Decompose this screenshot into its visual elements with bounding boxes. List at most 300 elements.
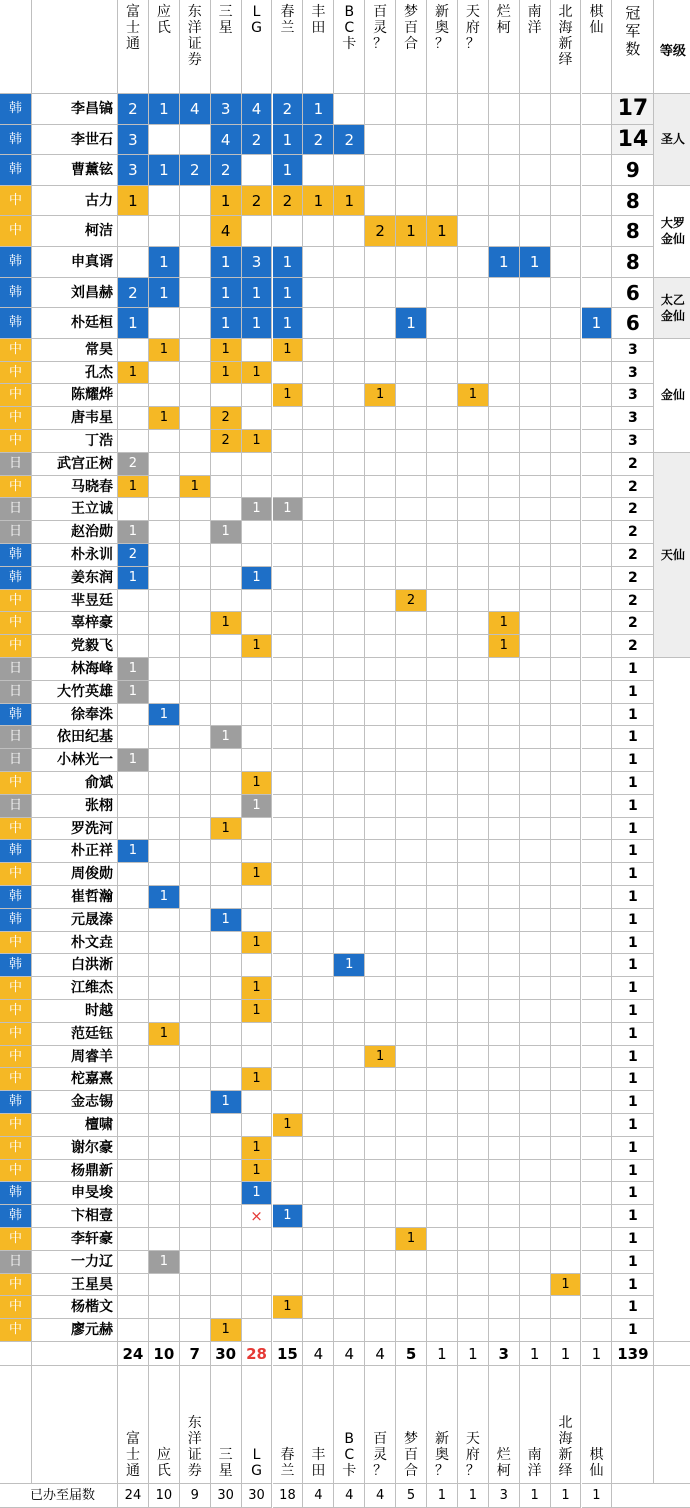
- held-count: 9: [180, 1484, 211, 1508]
- cup-cell: [211, 704, 242, 727]
- cup-cell: [520, 704, 551, 727]
- cup-cell: [180, 362, 211, 385]
- player-name: 辜梓豪: [32, 612, 118, 635]
- cup-cell: 1: [149, 886, 180, 909]
- cup-cell: [520, 544, 551, 567]
- total-cell: 1: [612, 1319, 654, 1342]
- cup-cell: [396, 1068, 427, 1091]
- column-total: 1: [458, 1342, 489, 1366]
- cup-cell: [334, 681, 365, 704]
- cup-cell: [303, 521, 334, 544]
- cup-cell: 1: [520, 247, 551, 278]
- cup-cell: [489, 384, 520, 407]
- cup-cell: [551, 94, 582, 125]
- cup-cell: [365, 954, 396, 977]
- cup-cell: [458, 1182, 489, 1205]
- cup-cell: [334, 1251, 365, 1274]
- cup-cell: [365, 818, 396, 841]
- cup-cell: [458, 1296, 489, 1319]
- footer-column-header: 天 府 ？: [458, 1366, 489, 1484]
- cup-cell: [365, 567, 396, 590]
- cup-cell: 1: [242, 1137, 273, 1160]
- column-total: 4: [365, 1342, 396, 1366]
- cup-cell: [303, 590, 334, 613]
- cup-cell: [458, 658, 489, 681]
- nation-cell: 中: [0, 407, 32, 430]
- cup-cell: [118, 1251, 149, 1274]
- held-count: 18: [273, 1484, 304, 1508]
- cup-cell: [303, 453, 334, 476]
- level-label: 大罗 金仙: [654, 186, 690, 278]
- cup-cell: [489, 1296, 520, 1319]
- column-header: 南 洋: [520, 0, 551, 94]
- cup-cell: [582, 278, 613, 309]
- cup-cell: [396, 498, 427, 521]
- cup-cell: [458, 125, 489, 156]
- cup-cell: 1: [273, 247, 304, 278]
- cup-cell: [242, 476, 273, 499]
- cup-cell: [211, 544, 242, 567]
- cup-cell: [489, 909, 520, 932]
- cup-cell: [273, 704, 304, 727]
- cup-cell: [273, 681, 304, 704]
- cup-cell: [489, 1091, 520, 1114]
- player-name: 俞斌: [32, 772, 118, 795]
- cup-cell: [334, 590, 365, 613]
- cup-cell: [365, 125, 396, 156]
- cup-cell: [427, 362, 458, 385]
- cup-cell: [427, 339, 458, 362]
- cup-cell: [149, 1137, 180, 1160]
- cup-cell: 1: [149, 94, 180, 125]
- cup-cell: [211, 1274, 242, 1297]
- cup-cell: [520, 308, 551, 339]
- cup-cell: 1: [211, 818, 242, 841]
- cup-cell: [458, 704, 489, 727]
- cup-cell: [427, 1251, 458, 1274]
- cup-cell: [303, 1319, 334, 1342]
- cup-cell: [180, 795, 211, 818]
- cup-cell: [582, 453, 613, 476]
- total-cell: 1: [612, 772, 654, 795]
- cup-cell: [303, 1000, 334, 1023]
- footer-column-header: 应 氏: [149, 1366, 180, 1484]
- cup-cell: [149, 125, 180, 156]
- cup-cell: [582, 94, 613, 125]
- cup-cell: [520, 1319, 551, 1342]
- cup-cell: 2: [242, 186, 273, 217]
- cup-cell: 3: [118, 155, 149, 186]
- cup-cell: [582, 977, 613, 1000]
- cup-cell: [242, 1091, 273, 1114]
- cup-cell: [180, 863, 211, 886]
- total-cell: 1: [612, 1274, 654, 1297]
- cup-cell: [149, 1068, 180, 1091]
- cup-cell: [458, 932, 489, 955]
- cup-cell: [334, 1046, 365, 1069]
- cup-cell: [242, 612, 273, 635]
- cup-cell: [551, 795, 582, 818]
- cup-cell: [551, 1068, 582, 1091]
- cup-cell: [489, 339, 520, 362]
- player-name: 朴正祥: [32, 840, 118, 863]
- nation-cell: 韩: [0, 278, 32, 309]
- footer-column-header: B C 卡: [334, 1366, 365, 1484]
- cup-cell: [273, 772, 304, 795]
- cup-cell: 1: [149, 704, 180, 727]
- cup-cell: 1: [489, 635, 520, 658]
- cup-cell: [242, 590, 273, 613]
- cup-cell: [118, 590, 149, 613]
- cup-cell: [211, 658, 242, 681]
- cup-cell: [582, 155, 613, 186]
- cup-cell: 1: [211, 278, 242, 309]
- nation-cell: 韩: [0, 840, 32, 863]
- cup-cell: [489, 544, 520, 567]
- total-cell: 1: [612, 1205, 654, 1228]
- cup-cell: [582, 1251, 613, 1274]
- cup-cell: [180, 590, 211, 613]
- cup-cell: [582, 863, 613, 886]
- cup-cell: [211, 635, 242, 658]
- cup-cell: [520, 94, 551, 125]
- cup-cell: [242, 681, 273, 704]
- column-header: 东 洋 证 券: [180, 0, 211, 94]
- cup-cell: [520, 977, 551, 1000]
- cup-cell: 1: [273, 339, 304, 362]
- cup-cell: 2: [273, 186, 304, 217]
- cup-cell: [242, 1296, 273, 1319]
- cup-cell: [180, 1319, 211, 1342]
- cup-cell: 1: [396, 1228, 427, 1251]
- cup-cell: [582, 886, 613, 909]
- cup-cell: [180, 1046, 211, 1069]
- cup-cell: [489, 658, 520, 681]
- cup-cell: [273, 1228, 304, 1251]
- cup-cell: [334, 1114, 365, 1137]
- cup-cell: [242, 726, 273, 749]
- cup-cell: [180, 453, 211, 476]
- cup-cell: [365, 476, 396, 499]
- nation-cell: 韩: [0, 1205, 32, 1228]
- held-count: 5: [396, 1484, 427, 1508]
- cup-cell: [118, 407, 149, 430]
- cup-cell: [303, 216, 334, 247]
- cup-cell: [396, 795, 427, 818]
- cup-cell: [242, 216, 273, 247]
- nation-cell: 韩: [0, 308, 32, 339]
- cup-cell: [520, 278, 551, 309]
- cup-cell: 1: [273, 1296, 304, 1319]
- cup-cell: [551, 658, 582, 681]
- cup-cell: [427, 954, 458, 977]
- nation-cell: 韩: [0, 125, 32, 156]
- cup-cell: [582, 726, 613, 749]
- cup-cell: [582, 216, 613, 247]
- cup-cell: [582, 1137, 613, 1160]
- cup-cell: [396, 476, 427, 499]
- cup-cell: 1: [149, 407, 180, 430]
- cup-cell: [427, 544, 458, 567]
- cup-cell: [458, 612, 489, 635]
- cup-cell: [551, 339, 582, 362]
- cup-cell: [520, 430, 551, 453]
- cup-cell: [118, 1182, 149, 1205]
- cup-cell: [211, 954, 242, 977]
- cup-cell: [551, 772, 582, 795]
- cup-cell: [303, 247, 334, 278]
- player-name: 唐韦星: [32, 407, 118, 430]
- cup-cell: 1: [211, 521, 242, 544]
- nation-cell: 日: [0, 521, 32, 544]
- cup-cell: [365, 1068, 396, 1091]
- cup-cell: [365, 749, 396, 772]
- cup-cell: [520, 840, 551, 863]
- cup-cell: 2: [118, 544, 149, 567]
- footer-column-header: 北 海 新 绎: [551, 1366, 582, 1484]
- column-header: L G: [242, 0, 273, 94]
- cup-cell: [149, 1114, 180, 1137]
- cup-cell: [458, 1046, 489, 1069]
- cup-cell: [427, 384, 458, 407]
- total-cell: 2: [612, 612, 654, 635]
- cup-cell: [149, 977, 180, 1000]
- cup-cell: [303, 681, 334, 704]
- footer-column-header: 棋 仙: [582, 1366, 613, 1484]
- total-cell: 3: [612, 430, 654, 453]
- cup-cell: [242, 155, 273, 186]
- nation-cell: 日: [0, 658, 32, 681]
- cup-cell: [520, 612, 551, 635]
- cup-cell: 1: [242, 278, 273, 309]
- cup-cell: [149, 544, 180, 567]
- nation-cell: 中: [0, 476, 32, 499]
- cup-cell: [582, 1023, 613, 1046]
- cup-cell: [520, 726, 551, 749]
- cup-cell: 4: [242, 94, 273, 125]
- cup-cell: [334, 1296, 365, 1319]
- held-blank: [612, 1484, 690, 1508]
- cup-cell: [149, 308, 180, 339]
- cup-cell: [149, 590, 180, 613]
- cup-cell: [427, 1274, 458, 1297]
- cup-cell: 1: [273, 1114, 304, 1137]
- cup-cell: [427, 818, 458, 841]
- nation-cell: 中: [0, 1046, 32, 1069]
- held-count: 3: [489, 1484, 520, 1508]
- totals-row-cat: [0, 1342, 32, 1366]
- cup-cell: [582, 339, 613, 362]
- cup-cell: [520, 1023, 551, 1046]
- cup-cell: [458, 1114, 489, 1137]
- cup-cell: [211, 1251, 242, 1274]
- cup-cell: [273, 840, 304, 863]
- cup-cell: [396, 886, 427, 909]
- cup-cell: 2: [242, 125, 273, 156]
- cup-cell: [303, 954, 334, 977]
- nation-cell: 韩: [0, 909, 32, 932]
- cup-cell: [520, 362, 551, 385]
- cup-cell: [551, 612, 582, 635]
- cup-cell: [334, 362, 365, 385]
- cup-cell: [180, 1160, 211, 1183]
- player-name: 王立诚: [32, 498, 118, 521]
- column-header: 春 兰: [273, 0, 304, 94]
- cup-cell: [303, 384, 334, 407]
- cup-cell: [520, 1160, 551, 1183]
- cup-cell: [458, 886, 489, 909]
- cup-cell: [334, 977, 365, 1000]
- total-cell: 6: [612, 278, 654, 309]
- cup-cell: [242, 954, 273, 977]
- cup-cell: [520, 909, 551, 932]
- cup-cell: [520, 1137, 551, 1160]
- cup-cell: [118, 1205, 149, 1228]
- player-name: 李轩豪: [32, 1228, 118, 1251]
- cup-cell: [211, 1296, 242, 1319]
- player-name: 林海峰: [32, 658, 118, 681]
- cup-cell: 3: [211, 94, 242, 125]
- level-label: 金仙: [654, 339, 690, 453]
- cup-cell: [582, 1091, 613, 1114]
- cup-cell: [365, 772, 396, 795]
- cup-cell: [334, 704, 365, 727]
- cup-cell: [520, 125, 551, 156]
- cup-cell: [520, 498, 551, 521]
- footer-column-header: 三 星: [211, 1366, 242, 1484]
- cup-cell: [520, 1205, 551, 1228]
- cup-cell: [334, 1182, 365, 1205]
- nation-cell: 中: [0, 1000, 32, 1023]
- cup-cell: [180, 681, 211, 704]
- cup-cell: [489, 863, 520, 886]
- cup-cell: [582, 1046, 613, 1069]
- cup-cell: [211, 795, 242, 818]
- cup-cell: [303, 1228, 334, 1251]
- cup-cell: [396, 840, 427, 863]
- player-name: 时越: [32, 1000, 118, 1023]
- cup-cell: [582, 795, 613, 818]
- cup-cell: [582, 1182, 613, 1205]
- level-header: 等级: [654, 0, 690, 94]
- cup-cell: [551, 278, 582, 309]
- cup-cell: [303, 1274, 334, 1297]
- cup-cell: [396, 1205, 427, 1228]
- nation-cell: 中: [0, 932, 32, 955]
- cup-cell: [520, 932, 551, 955]
- cup-cell: [303, 909, 334, 932]
- held-count: 1: [520, 1484, 551, 1508]
- cup-cell: [273, 658, 304, 681]
- cup-cell: [303, 1091, 334, 1114]
- cup-cell: [458, 544, 489, 567]
- cup-cell: 3: [242, 247, 273, 278]
- cup-cell: [180, 1205, 211, 1228]
- column-total: 1: [582, 1342, 613, 1366]
- column-total: 4: [303, 1342, 334, 1366]
- cup-cell: [118, 795, 149, 818]
- cup-cell: 2: [180, 155, 211, 186]
- cup-cell: [427, 1319, 458, 1342]
- column-header: 三 星: [211, 0, 242, 94]
- cup-cell: [334, 247, 365, 278]
- cup-cell: [520, 1000, 551, 1023]
- total-cell: 1: [612, 681, 654, 704]
- cup-cell: [149, 1046, 180, 1069]
- cup-cell: [303, 155, 334, 186]
- cup-cell: [334, 795, 365, 818]
- level-label: 太乙 金仙: [654, 278, 690, 339]
- player-name: 古力: [32, 186, 118, 217]
- cup-cell: [458, 453, 489, 476]
- cup-cell: [303, 1046, 334, 1069]
- player-name: 檀啸: [32, 1114, 118, 1137]
- total-cell: 1: [612, 1228, 654, 1251]
- cup-cell: [334, 1000, 365, 1023]
- cup-cell: [551, 544, 582, 567]
- cup-cell: [149, 1000, 180, 1023]
- cup-cell: [242, 909, 273, 932]
- cup-cell: [427, 1160, 458, 1183]
- cup-cell: 1: [334, 186, 365, 217]
- cup-cell: [520, 863, 551, 886]
- cup-cell: [211, 453, 242, 476]
- cup-cell: [458, 1000, 489, 1023]
- cup-cell: [458, 818, 489, 841]
- cup-cell: [582, 612, 613, 635]
- player-name: 廖元赫: [32, 1319, 118, 1342]
- cup-cell: [582, 407, 613, 430]
- cup-cell: [149, 498, 180, 521]
- cup-cell: [458, 1251, 489, 1274]
- cup-cell: [273, 749, 304, 772]
- cup-cell: 1: [211, 186, 242, 217]
- cup-cell: [334, 1137, 365, 1160]
- cup-cell: [458, 339, 489, 362]
- nation-cell: 日: [0, 453, 32, 476]
- cup-cell: [118, 704, 149, 727]
- player-name: 周睿羊: [32, 1046, 118, 1069]
- cup-cell: [489, 430, 520, 453]
- cup-cell: [273, 635, 304, 658]
- cup-cell: [489, 886, 520, 909]
- cup-cell: [582, 658, 613, 681]
- cup-cell: [551, 407, 582, 430]
- cup-cell: [582, 590, 613, 613]
- cup-cell: [118, 1023, 149, 1046]
- cup-cell: [520, 681, 551, 704]
- cup-cell: [551, 1251, 582, 1274]
- cup-cell: [489, 407, 520, 430]
- cup-cell: [520, 567, 551, 590]
- total-header: 冠 军 数: [612, 0, 654, 94]
- cup-cell: [149, 216, 180, 247]
- cup-cell: [396, 977, 427, 1000]
- cup-cell: [149, 749, 180, 772]
- cup-cell: [211, 749, 242, 772]
- nation-cell: 韩: [0, 94, 32, 125]
- cup-cell: [211, 1023, 242, 1046]
- footer-cat: [0, 1366, 32, 1484]
- cup-cell: [273, 1137, 304, 1160]
- cup-cell: [118, 635, 149, 658]
- cup-cell: [118, 216, 149, 247]
- total-cell: 1: [612, 1091, 654, 1114]
- cup-cell: [180, 567, 211, 590]
- cup-cell: [303, 749, 334, 772]
- cup-cell: [242, 1274, 273, 1297]
- cup-cell: 1: [365, 384, 396, 407]
